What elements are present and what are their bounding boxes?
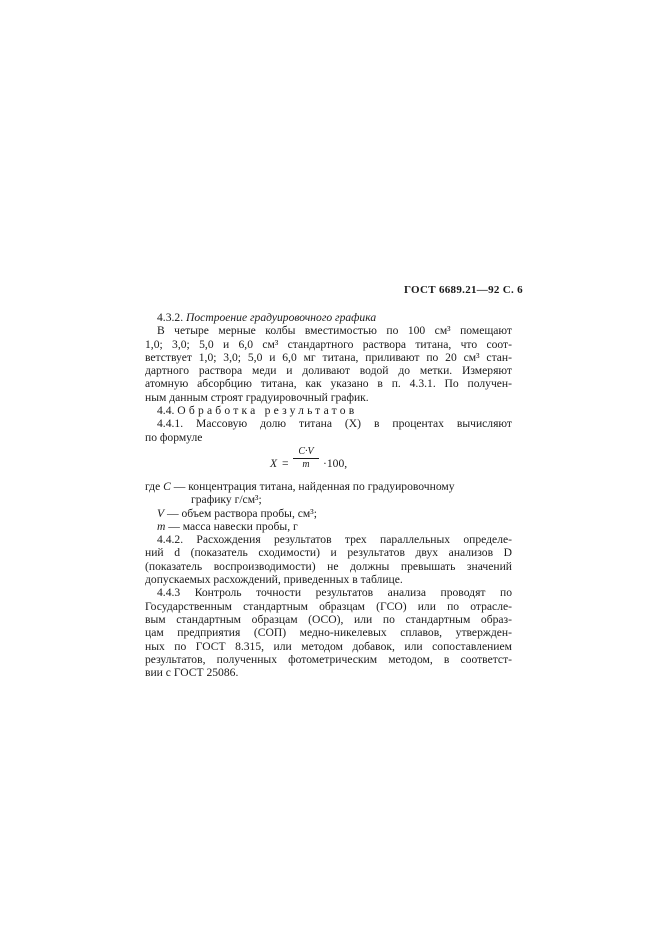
definition-symbol: C <box>163 479 171 493</box>
document-body <box>145 311 512 679</box>
paragraph-line: атомную абсорбцию титана, как указано в п. 4.3.1. По получен- <box>145 377 512 391</box>
paragraph-line: Государственным стандартным образцам (ГСО) или по отрасле- <box>145 599 512 613</box>
definition-prefix: где <box>145 479 164 493</box>
definition-c <box>145 480 512 493</box>
definition-text: — объем раствора пробы, см³; <box>164 506 317 520</box>
section-title: Обработка результатов <box>177 404 358 418</box>
paragraph-line: 4.4.1. Массовую долю титана (X) в процентах вычисляют <box>157 417 512 431</box>
formula-rhs: ·100, <box>323 456 348 470</box>
section-number: 4.4. <box>157 404 175 418</box>
paragraph-line: (показатель воспроизводимости) не должны превышать значений <box>145 559 512 573</box>
paragraph-line: ных по ГОСТ 8.315, или методом добавок, или сопоставлением <box>145 639 512 653</box>
paragraph-line: В четыре мерные колбы вместимостью по 100 см³ помещают <box>157 324 512 338</box>
definition-symbol: V <box>157 506 165 520</box>
formula-fraction <box>293 446 319 471</box>
paragraph-line: допускаемых расхождений, приведенных в таблице. <box>145 573 403 587</box>
paragraph-line: цам предприятия (СОП) медно-никелевых сплавов, утвержден- <box>145 626 512 640</box>
section-heading-4-4 <box>145 404 512 417</box>
page-header-standard: ГОСТ 6689.21—92 С. 6 <box>404 284 523 296</box>
definition-symbol: m <box>157 519 166 533</box>
paragraph-line: ний d (показатель сходимости) и результатов двух анализов D <box>145 546 512 560</box>
definition-c-continued: графику г/см³; <box>191 493 262 507</box>
formula-lhs: X <box>270 456 278 470</box>
formula-mass-fraction <box>145 444 512 480</box>
paragraph-line: 4.4.3 Контроль точности результатов анализа проводят по <box>157 586 512 600</box>
paragraph-line: результатов, полученных фотометрическим методом, в соответст- <box>145 652 512 666</box>
paragraph-line: ветствует 1,0; 3,0; 5,0 и 6,0 мг титана, приливают по 20 см³ стан- <box>145 350 512 364</box>
formula-equals: = <box>282 456 289 470</box>
section-title: Построение градуировочного графика <box>186 311 377 324</box>
paragraph-line: по формуле <box>145 430 203 444</box>
formula-numerator: C·V <box>293 446 319 459</box>
definition-m <box>145 520 512 533</box>
paragraph-line: ным данным строят градуировочный график. <box>145 390 369 404</box>
definition-text: — концентрация титана, найденная по градуировочному <box>170 479 455 493</box>
paragraph-line: 1,0; 3,0; 5,0 и 6,0 см³ стандартного раствора титана, что соот- <box>145 337 512 351</box>
paragraph-line: вым стандартным образцам (ОСО), или по стандартным образ- <box>145 612 512 626</box>
paragraph-line: 4.4.2. Расхождения результатов трех параллельных определе- <box>157 533 512 547</box>
definition-text: — масса навески пробы, г <box>165 519 298 533</box>
formula-denominator: m <box>302 458 310 470</box>
paragraph-line: дартного раствора меди и доливают водой до метки. Измеряют <box>145 364 512 378</box>
section-heading-4-3-2 <box>145 311 512 324</box>
section-number: 4.3.2. <box>157 311 184 324</box>
definition-v <box>145 507 512 520</box>
paragraph-line: вии с ГОСТ 25086. <box>145 666 239 680</box>
